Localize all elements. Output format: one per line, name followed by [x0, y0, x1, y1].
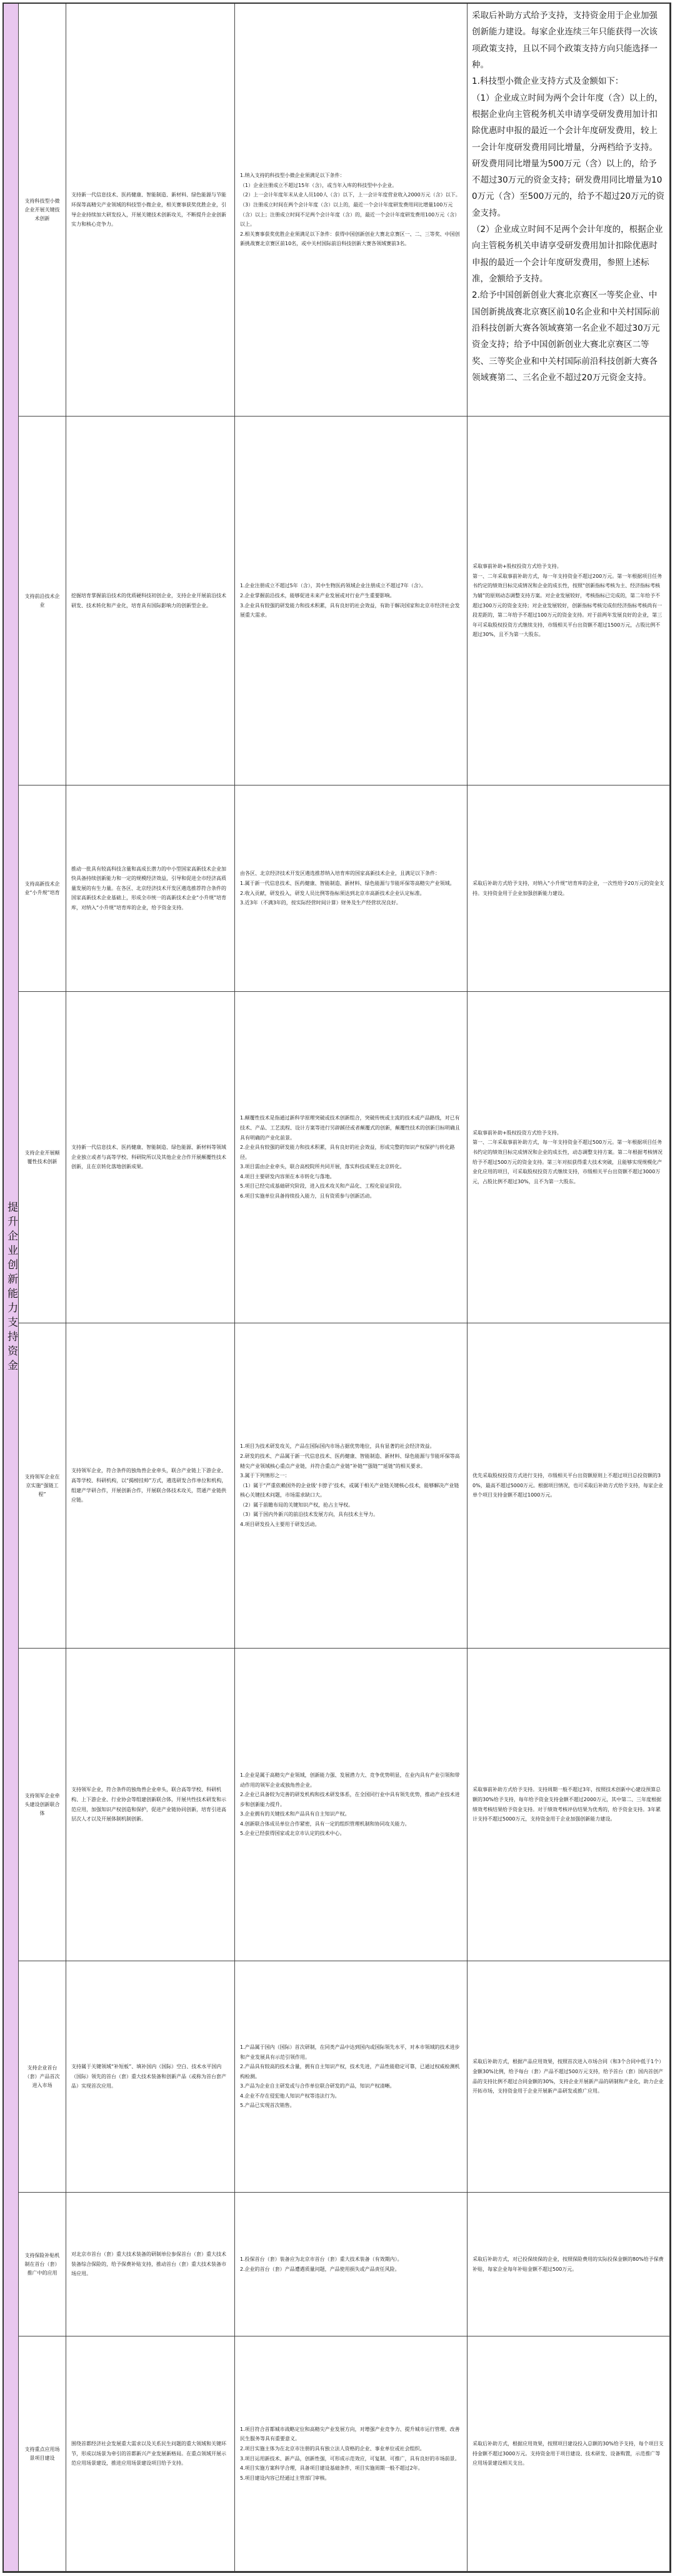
row-scope-cell [66, 2193, 235, 2336]
row-criteria: 1.企业是属于高精尖产业领域，创新能力强、发展潜力大、竞争优势明显，在业内具有产业引领和带动作用的领军企业或独角兽企业。 2.企业已具备较为完善的研发机构和技术研发体系，在全国同行业中具有领先优势，推动产业技术进步和创新能力提升。 3.企业拥有的关键技术和产品具有自主知识产权。 4.创新联合体成员单位合作紧密，具有一定的组织管理机制和协同攻关能力。 5.企业已经获得国家或北京市认定的技术中心。 [240, 1772, 460, 1837]
row-criteria-cell [235, 1961, 468, 2193]
row-criteria: 1.产品属于国内（国际）首次研制，在同类产品中达到国内或国际领先水平，对本市领域的技术进步和产业发展具有示范引领作用。 2.产品具有较高的技术含量，拥有自主知识产权，技术先进，产品性能稳定可靠，已通过权威检测机构检测。 3.产品为企业自主研发或与合作单位联合研发的产品，知识产权清晰。 4.企业不存在侵犯他人知识产权等违法行为。 5.产品已实现首次销售。 [240, 2044, 460, 2109]
row-criteria-cell [235, 1649, 468, 1961]
row-name-cell [19, 1961, 66, 2193]
row-name-cell [19, 4, 66, 417]
row-method: 采取事前补助方式给予支持。支持周期一般不超过3年，按照技术创新中心建设预算总额的30%给予支持，每年给予资金支持金额不超过2000万元，其中第二、三年度根据绩效考核结果给予资金支持。对于绩效考核评估结果为优秀的，给予资金支持。3年累计支持不超过5000万元，支持资金用于企业加强创新能力建设。 [472, 1787, 662, 1822]
row-name: 支持重点应用场景项目建设 [24, 2446, 60, 2461]
row-criteria-cell [235, 2336, 468, 2572]
row-name: 支持科技型小微企业开展关键技术创新 [24, 198, 60, 221]
row-name-cell [19, 2193, 66, 2336]
row-name-cell [19, 992, 66, 1323]
row-name-cell [19, 785, 66, 992]
row-method: 优先采取股权投资方式进行支持，市级相关平台出资额原则上不超过项目总投资额的30%，最高不超过5000万元。根据项目情况，也可采取后补助方式给予支持，每家企业单个项目支持金额不超过1000万元。 [472, 1473, 664, 1498]
row-name: 支持高新技术企业“小升规”培育 [24, 881, 60, 896]
row-method: 采取后补助方式，根据产品应用效果，按照首次进入市场合同（和3个合同中低于1个）金额30%比例，给予每台（套）产品不超过500万元支持，给予首台（套）国内首创产品的支持比例不超过合同金额的30%，支持企业开展新产品的研制和产业化，助力企业开拓市场，支持资金用于企业开展新产品研发或推广应用。 [472, 2059, 664, 2094]
row-criteria-cell [235, 4, 468, 417]
row-criteria: 1.企业注册成立不超过5年（含），其中生物医药领域企业注册成立不超过7年（含）。 2.企业掌握前沿技术，能够促进未来产业发展或对行业产生重要影响。 3.企业具有较强的研发能力和技术积累，具有良好的社会效益，有助于解决国家和北京市经济社会发展重大需求。 [240, 583, 460, 619]
row-method: 采取后补助方式给予支持，支持资金用于企业加强创新能力建设。每家企业连续三年只能获得一次该项政策支持，且以不同个政策支持方向只能选择一种。 1.科技型小微企业支持方式及金额如下： （1）企业成立时间为两个会计年度（含）以上的，根据企业向主管税务机关申请享受研发费用加计扣除优惠时申报的最近一个会计年度研发费用，较上一会计年度研发费用同比增量，分两档给予支持。研发费用同比增量为500万元（含）以上的，给予不超过30万元的资金支持；研发费用同比增量为100万元（含）至500万元的，给予不超过20万元的资金支持。 （2）企业成立时间不足两个会计年度的，根据企业向主管税务机关申请享受研发费用加计扣除优惠时申报的最近一个会计年度研发费用，参照上述标准，金额给予支持。 2.给予中国创新创业大赛北京赛区一等奖企业、中国创新挑战赛北京赛区前10名企业和中关村国际前沿科技创新大赛各领域赛第一名企业不超过30万元资金支持；给予中国创新创业大赛北京赛区二等奖、三等奖企业和中关村国际前沿科技创新大赛各领域赛第二、三名企业不超过20万元资金支持。 [472, 11, 665, 383]
row-method-cell [468, 4, 670, 417]
row-scope-cell [66, 2336, 235, 2572]
row-name: 支持领军企业在京实施“强链工程” [24, 1473, 60, 1497]
row-scope: 对北京市首台（套）重大技术装备的研制单位参保首台（套）重大技术装备综合保险的，给予保费补贴支持，推动首台（套）重大技术装备市场应用。 [71, 2251, 226, 2277]
row-criteria: 1.项目符合首都城市战略定位和高精尖产业发展方向，对增强产业竞争力、提升城市运行管理、改善民生服务等具有重要意义。 2.项目实施主体为在北京市注册的具有独立法人资格的企业、事业单位或社会组织。 3.项目运用新技术、新产品，创新性强，可形成示范效应，可复制、可推广，具有良好的市场前景。 4.项目实施方案科学合理，具备项目建设基础条件，项目实施周期一般不超过2年。 5.项目建设内容已经通过主管部门审核。 [240, 2426, 460, 2481]
row-method-cell [468, 2193, 670, 2336]
row-criteria: 1.投保首台（套）装备应为北京市首台（套）重大技术装备（有效期内）。 2.企业的首台（套）产品遭遇质量问题，产品使用损失或产品责任风险。 [240, 2256, 402, 2272]
row-criteria-cell [235, 2193, 468, 2336]
row-method-cell [468, 417, 670, 785]
row-method-cell [468, 1961, 670, 2193]
category-label: 提升企业创新能力支持资金 [5, 1201, 18, 1374]
row-criteria: 1.项目为技术研发攻关，产品在国际国内市场占据优势地位，具有显著的社会经济效益。 2.研发的技术、产品属于新一代信息技术、医药健康、智能制造、新材料、绿色能源与节能环保等高精尖产业领域核心重点产业链，并符合重点产业链“补链”“强链”“延链”的相关要求。 3.属于下列情形之一： （1）属于“严重依赖国外的企业级‘卡脖子’技术，或属于相关产业链关键核心技术，能够解决产业链核心关键技术问题，市场需求缺口大。 （2）属于前瞻布局的关键知识产权，抢占主导权。 （3）属于国内外新兴的前沿技术发展方向，具有技术主导力。 4.项目研发投入主要用于研发活动。 [240, 1443, 460, 1528]
row-scope: 支持属于关键领域“补短板”、填补国内（国际）空白、技术水平国内（国际）领先的首台（套）重大技术装备和创新产品（或称为首台套产品）实现首次应用。 [71, 2064, 226, 2089]
row-method-cell [468, 992, 670, 1323]
row-method: 采取后补助方式，对已投保续保的企业，按照保险费用的实际投保金额的80%给予保费补贴，每家企业每年补贴金额不超过500万元。 [472, 2256, 664, 2272]
row-scope: 挖掘培育掌握前沿技术的优质硬科技初创企业，支持企业开展前沿技术研发、技术转化和产业化，培育具有国际影响力的创新型企业。 [71, 592, 226, 609]
row-name-cell [19, 1323, 66, 1649]
row-criteria: 1.纳入支持的科技型小微企业须满足以下条件： （1）企业注册成立不超过15年（含），或当年入库的科技型中小企业。 （2）上一会计年度年末从业人员100人（含）以下，上一会计年度营业收入2000万元（含）以下。 （3）注册成立时间在两个会计年度（含）以上的，最近一个会计年度研发费用同比增量100万元（含）以上；注册成立时间不足两个会计年度（含）的，最近一个会计年度研发费用100万元（含）以上。 2.相关赛事获奖优胜企业须满足以下条件：获得中国创新创业大赛北京赛区一、二、三等奖、中国创新挑战赛北京赛区前10名，或中关村国际前沿科技创新大赛各领域赛前3名。 [240, 173, 461, 247]
row-scope-cell [66, 1323, 235, 1649]
row-name-cell [19, 1649, 66, 1961]
row-criteria: 1.颠覆性技术是指通过新科学原理突破或技术创新组合，突破传统或主流的技术或产品路线，对已有技术、产品、工艺流程、设计方案等进行另辟蹊径或者颠覆式的创新，颠覆性技术的创新目标明确且具有明确的产业化前景。 2.企业具有较强的研发能力和技术积累，具有良好的社会效益，形成完整的知识产权保护与转化路径。 3.项目需由企业牵头，联合高校院所共同开展，落实科技成果在北京转化。 4.项目主要研发内容须在本市转化与落地。 5.项目已经完成基础研究阶段，进入技术攻关和产品化、工程化验证阶段。 6.项目实施单位具备持续投入能力，且有资质参与创新活动。 [240, 1115, 460, 1200]
row-method-cell [468, 2336, 670, 2572]
row-method: 采取事前补助+股权投资方式给予支持。 第一、二年采取事前补助方式，每一年支持资金不超过200万元。第一年根据项目任务书约定的绩效目标完成情况和企业的成长性，按照“创新指标考核为主、经济指标考核为辅”的原则动态调整支持方案。对企业发展较好，考核指标已完成的，第二年给予不超过300万元的资金支持；对企业发展较好，创新指标考核完成但经济指标考核尚有一段差距的，第二年给予不超过100万元的资金支持。对于前两年发展良好的企业，第三年可采取股权投资方式继续支持，市级相关平台出资额不超过1500万元，占股比例不超过30%，且不为第一大股东。 [472, 563, 662, 638]
row-method-cell [468, 785, 670, 992]
row-scope-cell [66, 417, 235, 785]
row-method-cell [468, 1649, 670, 1961]
row-method: 采取事前补助+股权投资方式给予支持。 第一、二年采取事前补助方式，每一年支持资金不超过500万元。第一年根据项目任务书约定的绩效目标完成情况和企业的成长性，动态调整支持方案。第二年根据考核情况给予不超过500万元的资金支持。第三年对拟获得重大技术突破，且能够实现规模化产业化应用的项目，可采取股权投资方式继续支持，市级相关平台出资额不超过3000万元，占股比例不超过30%，且不为第一大股东。 [472, 1129, 662, 1184]
row-scope: 支持新一代信息技术、医药健康、智能制造、新材料、绿色能源与节能环保等高精尖产业领域的科技型小微企业，相关赛事获奖优胜企业，引导企业持续加大研发投入，开展关键技术创新攻关，不断提升企业创新实力和核心竞争力。 [71, 192, 226, 228]
row-name: 支持领军企业牵头建设创新联合体 [24, 1792, 60, 1816]
row-name: 支持保险补贴机制在首台（套）推广中的应用 [24, 2252, 60, 2276]
row-name-cell [19, 417, 66, 785]
row-name-cell [19, 2336, 66, 2572]
row-criteria-cell [235, 1323, 468, 1649]
row-method-cell [468, 1323, 670, 1649]
row-criteria-cell [235, 417, 468, 785]
row-name: 支持企业首台（套）产品首次进入市场 [24, 2064, 60, 2088]
row-scope: 支持领军企业，符合条件的独角兽企业牵头，联合产业链上下游企业、高等学校、科研机构，以“揭榜挂帅”方式，遴选研发合作单位和机构，组建产学研合作，开展创新合作，开展联合体技术攻关，贯通产业链供应链。 [71, 1468, 227, 1503]
row-method: 采取后补助方式给予支持，对纳入“小升规”培育库的企业，一次性给予20万元的资金支持。支持资金用于企业加强创新能力建设。 [472, 880, 664, 896]
row-method: 采取后补助方式，根据应用效果，按照项目建设投入总额的30%给予支持，每个项目支持金额不超过3000万元。支持资金用于项目建设、技术研发、设备购置，示范推广等应用场景建设相关支出。 [472, 2441, 664, 2467]
row-criteria-cell [235, 785, 468, 992]
row-criteria-cell [235, 992, 468, 1323]
row-scope-cell [66, 1649, 235, 1961]
row-scope: 推动一批具有较高科技含量和高成长潜力的中小型国家高新技术企业加快具备持续创新能力和一定的规模经济效益，引导和促进全市经济高质量发展的有生力量。在各区、北京经济技术开发区遴选推荐符合条件的国家高新技术企业基础上，形成全市统一的高新技术企业“小升规”培育库，对纳入“小升规”培育库的企业，给予资金支持。 [71, 866, 227, 911]
row-scope-cell [66, 785, 235, 992]
row-name: 支持企业开展颠覆性技术创新 [24, 1149, 60, 1164]
row-criteria: 由各区、北京经济技术开发区遴选推荐纳入培育库的国家高新技术企业，且满足以下条件： 1.属于新一代信息技术、医药健康、智能制造、新材料、绿色能源与节能环保等高精尖产业领域。 2.收入贡献，研发投入，研发人员比例等指标须达到北京市高新技术企业认定标准。 3.近3年（不满3年的，按实际经营时间计算）财务及生产经营状况良好。 [240, 871, 455, 906]
row-name: 支持前沿技术企业 [24, 593, 60, 608]
row-scope-cell [66, 992, 235, 1323]
category-cell [4, 4, 19, 2572]
row-scope: 支持领军企业，符合条件的独角兽企业牵头，联合高等学校、科研机构、上下游企业、行业协会等组建创新联合体，开展共性技术研发和示范应用，加强知识产权创造和保护，促进产业链协同创新，培育引进高层次人才以及开展体制机制创新。 [71, 1787, 226, 1822]
row-scope-cell [66, 4, 235, 417]
policy-table [2, 3, 671, 2573]
row-scope: 围绕首都经济社会发展重大需求以及关系民生问题的重大领域和关键环节，形成以场景为牵引的首都新兴产业发展新格局。在重点领域开展示范应用场景建设，推进应用场景建设项目给予支持。 [71, 2441, 226, 2467]
row-scope: 支持新一代信息技术、医药健康、智能制造、绿色能源、新材料等领域企业独立或者与高等学校、科研院所以及其他企业合作开展颠覆性技术创新，且在京转化落地创新成果。 [71, 1144, 226, 1170]
row-scope-cell [66, 1961, 235, 2193]
